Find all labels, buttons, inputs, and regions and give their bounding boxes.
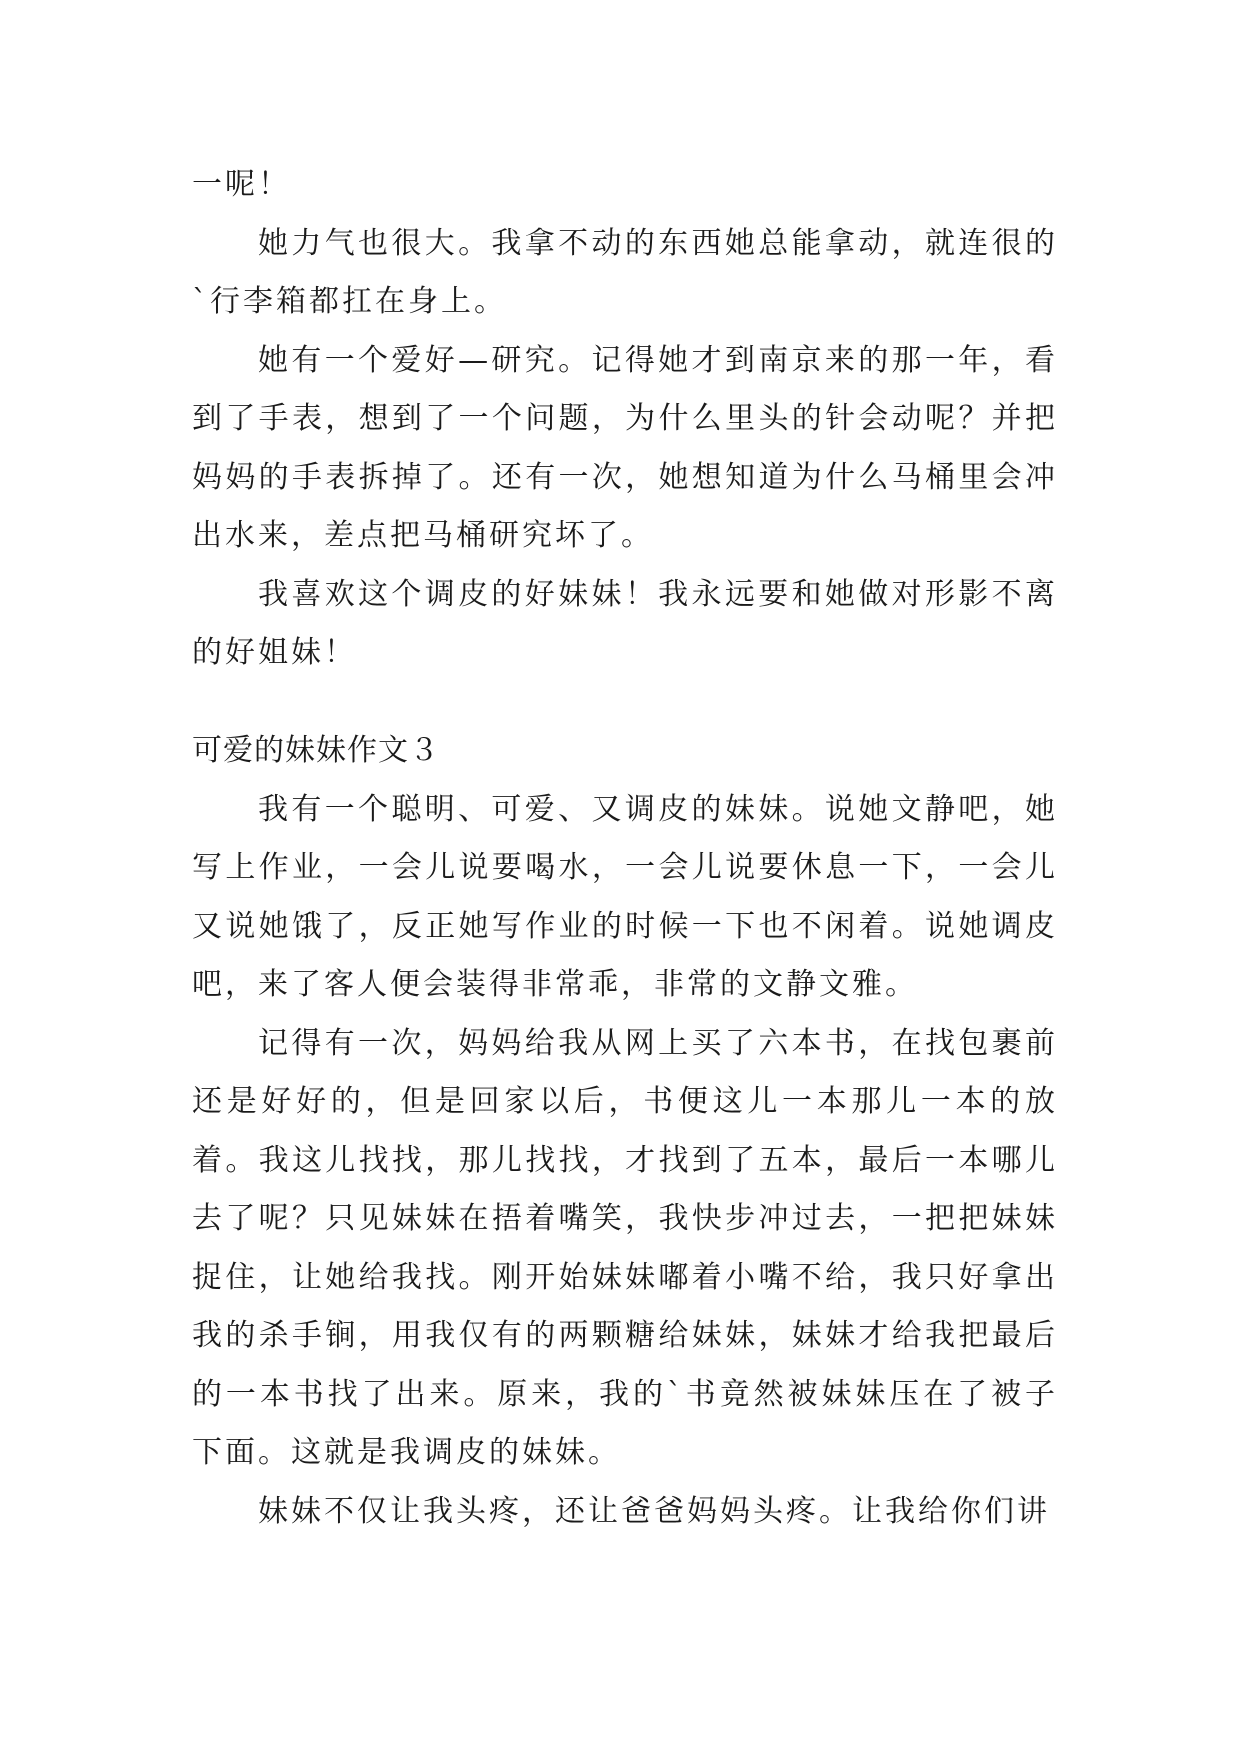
paragraph-book-story: 记得有一次，妈妈给我从网上买了六本书，在找包裹前还是好好的，但是回家以后，书便这儿一本那儿一本的放着。我这儿找找，那儿找找，才找到了五本，最后一本哪儿去了呢？只见妹妹在捂着嘴笑，我快步冲过去，一把把妹妹捉住，让她给我找。刚开始妹妹嘟着小嘴不给，我只好拿出我的杀手锏，用我仅有的两颗糖给妹妹，妹妹才给我把最后的一本书找了出来。原来，我的`书竟然被妹妹压在了被子下面。这就是我调皮的妹妹。 — [192, 1025, 1058, 1470]
essay-section-3 — [192, 722, 1058, 1541]
paragraph-conclusion: 我喜欢这个调皮的好妹妹！我永远要和她做对形影不离的好姐妹！ — [192, 576, 1058, 670]
previous-section-continuation — [192, 156, 1058, 683]
paragraph-hobby-research: 她有一个爱好—研究。记得她才到南京来的那一年，看到了手表，想到了一个问题，为什么里头的针会动呢？并把妈妈的手表拆掉了。还有一次，她想知道为什么马桶里会冲出水来，差点把马桶研究坏了。 — [192, 342, 1058, 553]
paragraph-continuation: 一呢！ — [192, 167, 291, 202]
section-title: 可爱的妹妹作文３ — [192, 733, 440, 768]
paragraph-intro: 我有一个聪明、可爱、又调皮的妹妹。说她文静吧，她写上作业，一会儿说要喝水，一会儿说要休息一下，一会儿又说她饿了，反正她写作业的时候一下也不闲着。说她调皮吧，来了客人便会装得非常乖，非常的文静文雅。 — [192, 791, 1058, 1002]
paragraph-headache: 妹妹不仅让我头疼，还让爸爸妈妈头疼。让我给你们讲 — [258, 1493, 1050, 1529]
paragraph-strength: 她力气也很大。我拿不动的东西她总能拿动，就连很的`行李箱都扛在身上。 — [192, 225, 1058, 319]
